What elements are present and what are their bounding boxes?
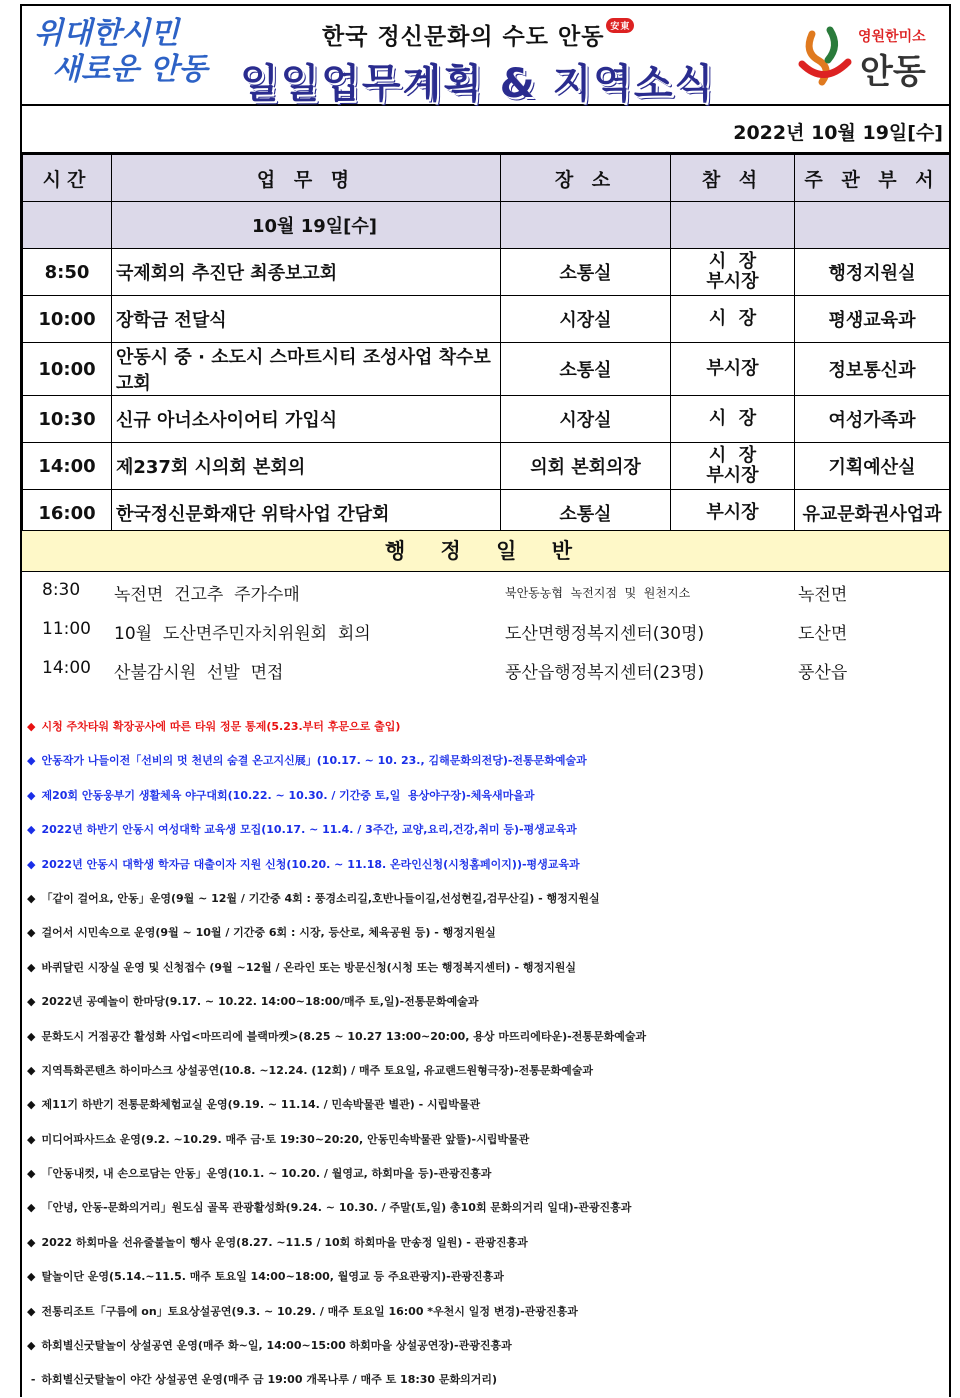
table-row: [23, 443, 950, 490]
report-date-bar: [22, 106, 949, 154]
notice-marker: ◆: [27, 1029, 36, 1043]
table-row: [23, 396, 950, 443]
notice-text: 2022년 안동시 대학생 학자금 대출이자 지원 신청(10.20. ~ 11.18. 온라인신청(시청홈페이지))-평생교육과: [41, 857, 580, 871]
schedule-attendees: [671, 249, 795, 296]
notice-item: [22, 779, 949, 813]
notice-marker: ◆: [27, 1270, 36, 1284]
schedule-dept: 정보통신과: [795, 343, 950, 396]
schedule-time: 10:00: [23, 296, 112, 343]
notice-marker: ◆: [27, 754, 36, 768]
notice-item: [22, 1020, 949, 1054]
logo-tagline: 영원한미소: [858, 29, 926, 45]
notice-marker: ◆: [27, 1235, 36, 1249]
table-row: [23, 343, 950, 396]
slogan-line-2: 새로운 안동: [52, 52, 208, 87]
attendee: 시 장: [708, 408, 757, 429]
notice-text: 2022년 공예놀이 한마당(9.17. ~ 10.22. 14:00~18:00/매주 토,일)-전통문화예술과: [41, 995, 479, 1009]
andong-logo-icon: [794, 24, 854, 88]
notice-text: 하회별신굿탈놀이 야간 상설공연 운영(매주 금 19:00 개목나루 / 매주 토 18:30 문화의거리): [41, 1373, 498, 1387]
schedule-place: 소통실: [501, 490, 671, 537]
notice-item: [22, 1054, 949, 1088]
notice-text: 바퀴달린 시장실 운영 및 신청접수 (9월 ~12월 / 온라인 또는 방문신청(시청 또는 행정복지센터) - 행정지원실: [41, 960, 576, 974]
notice-text: 「같이 걸어요, 안동」운영(9월 ~ 12월 / 기간중 4회 : 풍경소리길,호반나들이길,선성현길,검무산길) - 행정지원실: [41, 891, 600, 905]
notice-item: [22, 985, 949, 1019]
notice-text: 지역특화콘텐츠 하이마스크 상설공연(10.8. ~12.24. (12회) / 매주 토요일, 유교랜드원형극장)-전통문화예술과: [41, 1063, 593, 1077]
notice-marker: ◆: [27, 1304, 36, 1318]
notice-item: [22, 1157, 949, 1191]
schedule-place: 시장실: [501, 296, 671, 343]
notice-text: 「안동내컷, 내 손으로담는 안동」운영(10.1. ~ 10.20. / 월영교, 하회마을 등)-관광진흥과: [41, 1167, 492, 1181]
admin-task: 산불감시원 선발 면접: [114, 663, 284, 683]
notice-text: 탈놀이단 운영(5.14.~11.5. 매주 토요일 14:00~18:00, 월영교 등 주요관광지)-관광진흥과: [41, 1270, 504, 1284]
notice-item: [22, 1191, 949, 1225]
attendee: 시 장: [708, 308, 757, 329]
admin-time: 14:00: [42, 658, 91, 678]
subtitle-badge: 安東: [606, 18, 634, 33]
schedule-time: 10:30: [23, 396, 112, 443]
schedule-dept: 유교문화권사업과: [795, 490, 950, 537]
attendee: 시 장: [708, 251, 757, 272]
notice-text: 안동작가 나들이전「선비의 멋 천년의 숨결 온고지신展」(10.17. ~ 10. 23., 김해문화의전당)-전통문화예술과: [41, 754, 587, 768]
schedule-header-row: [23, 155, 950, 202]
notice-item: [22, 951, 949, 985]
schedule-task: 장학금 전달식: [112, 296, 501, 343]
subtitle-text: 한국 정신문화의 수도 안동: [322, 24, 605, 50]
notice-marker: ◆: [27, 1201, 36, 1215]
logo-name: 안동: [860, 52, 926, 92]
table-row: [23, 249, 950, 296]
schedule-table: [22, 154, 950, 537]
notice-item: [22, 1123, 949, 1157]
schedule-dept: 평생교육과: [795, 296, 950, 343]
notice-marker: ◆: [27, 857, 36, 871]
notice-text: 시청 주차타워 확장공사에 따른 타워 정문 통제(5.23.부터 후문으로 출입): [41, 720, 401, 733]
schedule-attendees: [671, 296, 795, 343]
notice-marker: ◆: [27, 960, 36, 974]
attendee: 시 장: [708, 445, 757, 466]
notice-marker: ◆: [27, 788, 36, 802]
col-header-time: 시간: [23, 155, 112, 202]
admin-task: 녹전면 건고추 주가수매: [114, 585, 300, 605]
col-header-place: 장 소: [501, 155, 671, 202]
admin-dept: 도산면: [798, 624, 848, 644]
notice-item: [22, 710, 949, 744]
notice-text: 2022년 하반기 안동시 여성대학 교육생 모집(10.17. ~ 11.4. / 3주간, 교양,요리,건강,취미 등)-평생교육과: [41, 823, 577, 837]
notice-marker: ◆: [27, 926, 36, 940]
header-subtitle: [322, 18, 634, 51]
admin-dept: 풍산읍: [798, 663, 848, 683]
notice-item: [22, 813, 949, 847]
andong-logo: [794, 22, 939, 92]
notice-text: 「안녕, 안동-문화의거리」원도심 골목 관광활성화(9.24. ~ 10.30. / 주말(토,일) 총10회 문화의거리 일대)-관광진흥과: [41, 1201, 632, 1215]
notice-marker: -: [27, 1373, 36, 1387]
table-row: [23, 296, 950, 343]
schedule-place: 소통실: [501, 343, 671, 396]
schedule-time: 8:50: [23, 249, 112, 296]
admin-general-heading: 행 정 일 반: [22, 530, 949, 572]
notice-marker: ◆: [27, 995, 36, 1009]
page-title: 일일업무계획 & 지역소식: [240, 61, 716, 107]
notice-marker: ◆: [27, 1167, 36, 1181]
schedule-dept: 기획예산실: [795, 443, 950, 490]
notice-item: [22, 1260, 949, 1294]
notice-item: [22, 1295, 949, 1329]
attendee: 부시장: [706, 502, 759, 523]
schedule-time: 14:00: [23, 443, 112, 490]
notice-item: [22, 744, 949, 778]
schedule-task: 한국정신문화재단 위탁사업 간담회: [112, 490, 501, 537]
attendee: 부시장: [706, 358, 759, 379]
document-header: [22, 6, 949, 106]
schedule-dept: 여성가족과: [795, 396, 950, 443]
notice-text: 제11기 하반기 전통문화체험교실 운영(9.19. ~ 11.14. / 민속박물관 별관) - 시립박물관: [41, 1098, 481, 1112]
notice-text: 제20회 안동웅부기 생활체육 야구대회(10.22. ~ 10.30. / 기간중 토,일 용상야구장)-체육새마을과: [41, 788, 535, 802]
schedule-task: 제237회 시의회 본회의: [112, 443, 501, 490]
notice-item: [22, 916, 949, 950]
schedule-place: 소통실: [501, 249, 671, 296]
notice-marker: ◆: [27, 1063, 36, 1077]
attendee: 부시장: [706, 271, 759, 292]
report-date: 2022년 10월 19일[수]: [733, 122, 943, 144]
schedule-date: 10월 19일[수]: [112, 202, 501, 249]
col-header-task: 업 무 명: [112, 155, 501, 202]
notice-item: [22, 848, 949, 882]
schedule-dept: 행정지원실: [795, 249, 950, 296]
admin-row: [22, 611, 949, 647]
notice-text: 문화도시 거점공간 활성화 사업<마뜨리에 블랙마켓>(8.25 ~ 10.27 13:00~20:00, 용상 마뜨리에타운)-전통문화예술과: [41, 1029, 647, 1043]
notice-text: 2022 하회마을 선유줄불놀이 행사 운영(8.27. ~11.5 / 10회 하회마을 만송정 일원) - 관광진흥과: [41, 1235, 528, 1249]
admin-task: 10월 도산면주민자치위원회 회의: [114, 624, 371, 644]
admin-row: [22, 650, 949, 686]
col-header-attendees: 참 석: [671, 155, 795, 202]
notice-item: [22, 1088, 949, 1122]
city-slogan: [34, 16, 234, 88]
admin-time: 8:30: [42, 580, 81, 600]
admin-place: 풍산읍행정복지센터(23명): [505, 663, 705, 683]
slogan-line-1: 위대한시민: [34, 16, 179, 51]
notice-item: [22, 1226, 949, 1260]
schedule-task: 안동시 중 · 소도시 스마트시티 조성사업 착수보고회: [112, 343, 501, 396]
schedule-place: 의회 본회의장: [501, 443, 671, 490]
col-header-dept: 주 관 부 서: [795, 155, 950, 202]
notice-marker: ◆: [27, 1132, 36, 1146]
notice-marker: ◆: [27, 823, 36, 837]
schedule-time: 16:00: [23, 490, 112, 537]
notice-item: [22, 1329, 949, 1363]
notice-marker: ◆: [27, 891, 36, 905]
notice-item: [22, 882, 949, 916]
attendee: 부시장: [706, 465, 759, 486]
schedule-attendees: [671, 396, 795, 443]
schedule-time: 10:00: [23, 343, 112, 396]
admin-place: 북안동농협 녹전지점 및 원천지소: [505, 586, 691, 600]
schedule-attendees: [671, 343, 795, 396]
notice-item: [22, 1363, 949, 1397]
notice-marker: ◆: [27, 720, 36, 733]
notice-marker: ◆: [27, 1339, 36, 1353]
schedule-place: 시장실: [501, 396, 671, 443]
notice-marker: ◆: [27, 1098, 36, 1112]
admin-dept: 녹전면: [798, 585, 848, 605]
notice-text: 전통리조트「구름에 on」토요상설공연(9.3. ~ 10.29. / 매주 토요일 16:00 *우천시 일정 변경)-관광진흥과: [41, 1304, 578, 1318]
schedule-task: 신규 아너소사이어티 가입식: [112, 396, 501, 443]
notice-text: 미디어파사드쇼 운영(9.2. ~10.29. 매주 금·토 19:30~20:20, 안동민속박물관 앞뜰)-시립박물관: [41, 1132, 530, 1146]
notice-list: [22, 710, 949, 1398]
notice-text: 걸어서 시민속으로 운영(9월 ~ 10월 / 기간중 6회 : 시장, 등산로, 체육공원 등) - 행정지원실: [41, 926, 496, 940]
admin-row: [22, 572, 949, 608]
schedule-date-row: [23, 202, 950, 249]
admin-time: 11:00: [42, 619, 91, 639]
notice-text: 하회별신굿탈놀이 상설공연 운영(매주 화~일, 14:00~15:00 하회마을 상설공연장)-관광진흥과: [41, 1339, 512, 1353]
schedule-task: 국제회의 추진단 최종보고회: [112, 249, 501, 296]
schedule-attendees: [671, 443, 795, 490]
document-frame: [20, 4, 951, 1397]
admin-place: 도산면행정복지센터(30명): [505, 624, 705, 644]
